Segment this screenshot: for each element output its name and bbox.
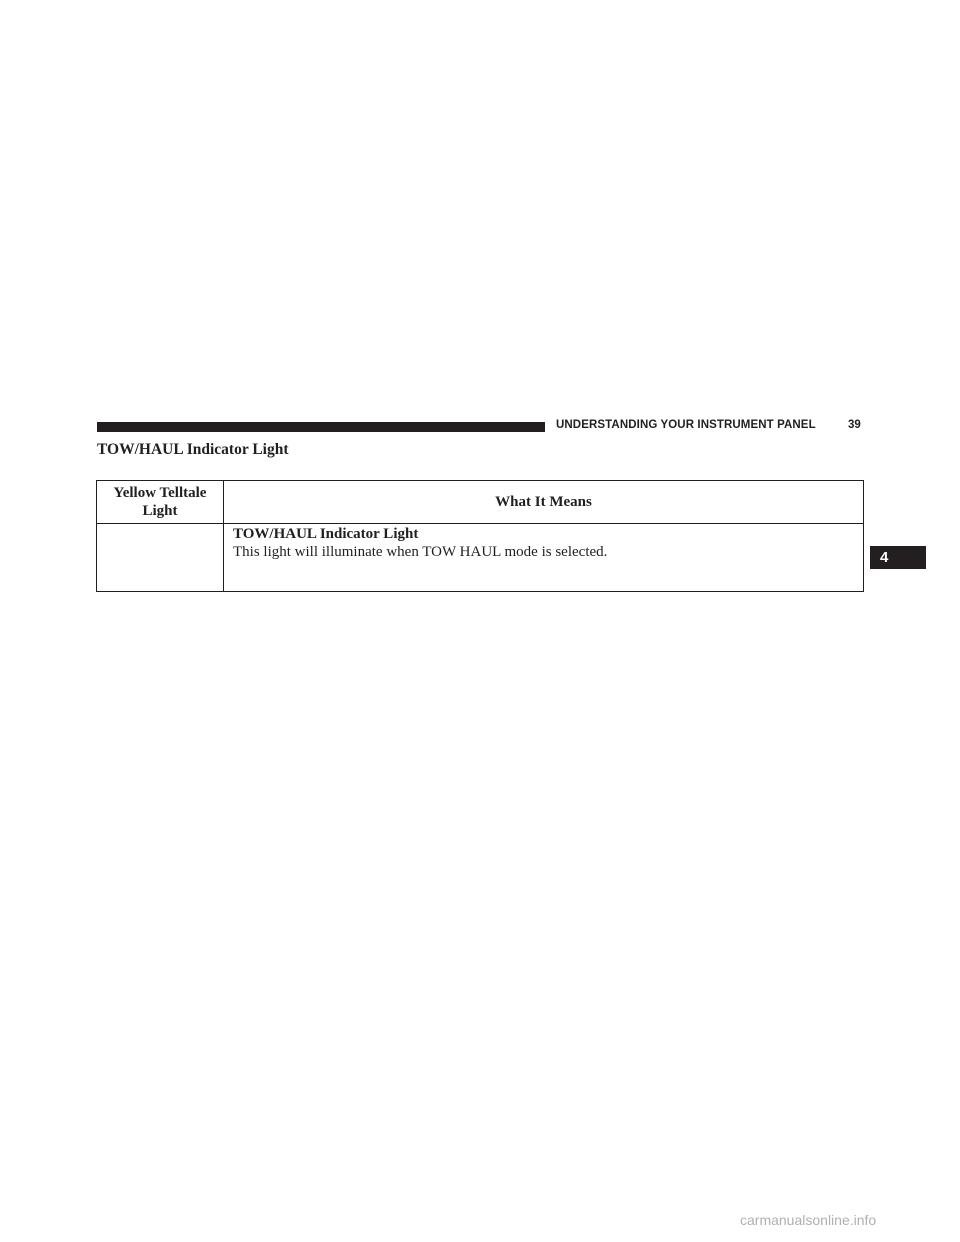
table-header-row bbox=[97, 481, 864, 524]
header-rule bbox=[97, 422, 545, 432]
watermark: carmanualsonline.info bbox=[740, 1212, 877, 1228]
chapter-tab: 4 bbox=[870, 546, 926, 569]
entry-text: This light will illuminate when TOW HAUL mode is selected. bbox=[233, 544, 608, 560]
page-number: 39 bbox=[848, 419, 861, 431]
column-header-telltale bbox=[97, 481, 224, 524]
column-header-telltale-line1: Yellow Telltale bbox=[113, 485, 207, 501]
entry-title: TOW/HAUL Indicator Light bbox=[233, 526, 419, 542]
table-row bbox=[97, 524, 864, 592]
running-header-title: UNDERSTANDING YOUR INSTRUMENT PANEL bbox=[556, 419, 816, 431]
meaning-cell bbox=[224, 524, 864, 592]
column-header-telltale-line2: Light bbox=[142, 503, 178, 519]
telltale-symbol-cell bbox=[97, 524, 224, 592]
column-header-meaning: What It Means bbox=[224, 481, 864, 524]
telltale-table bbox=[96, 480, 864, 592]
section-heading: TOW/HAUL Indicator Light bbox=[97, 441, 289, 458]
